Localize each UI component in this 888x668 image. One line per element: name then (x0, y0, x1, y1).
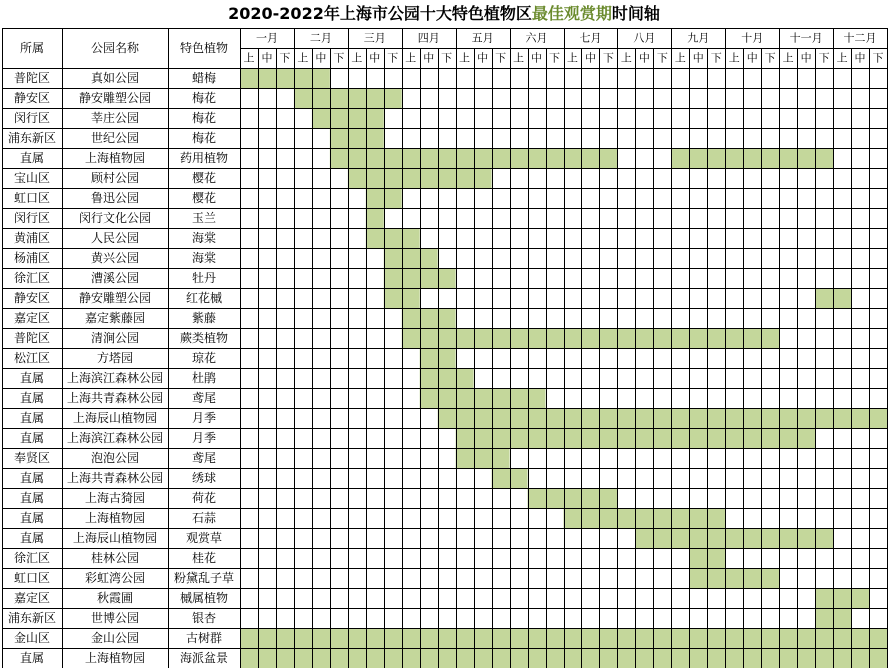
row-park: 鲁迅公园 (90, 191, 140, 205)
header-park: 公园名称 (90, 41, 140, 55)
row-plant: 牡丹 (191, 271, 217, 285)
row-district: 闵行区 (13, 211, 51, 225)
period-bar (420, 368, 474, 388)
month-label: 十一月 (789, 31, 823, 45)
period-label: 中 (746, 51, 758, 65)
row-district: 直属 (19, 411, 45, 425)
period-bar (366, 208, 384, 228)
period-bar (312, 108, 384, 128)
row-district: 虹口区 (13, 571, 51, 585)
period-label: 上 (674, 51, 686, 65)
period-label: 上 (620, 51, 632, 65)
period-bar (384, 248, 438, 268)
period-label: 下 (333, 51, 345, 65)
row-plant: 观赏草 (185, 531, 223, 545)
period-label: 下 (441, 51, 453, 65)
row-plant: 玉兰 (191, 211, 217, 225)
row-park: 秋霞圃 (96, 591, 134, 605)
row-district: 金山区 (13, 631, 51, 645)
period-label: 中 (692, 51, 704, 65)
month-label: 四月 (417, 31, 440, 45)
row-park: 上海滨江森林公园 (66, 431, 164, 445)
period-bar (635, 528, 833, 548)
period-label: 中 (584, 51, 596, 65)
period-bar (240, 648, 887, 668)
row-plant: 粉黛乱子草 (173, 571, 235, 585)
period-label: 下 (764, 51, 776, 65)
row-plant: 银杏 (191, 611, 217, 625)
period-label: 下 (279, 51, 291, 65)
row-park: 世纪公园 (90, 131, 140, 145)
period-label: 中 (369, 51, 381, 65)
period-label: 上 (297, 51, 309, 65)
period-bar (815, 588, 869, 608)
period-bar (456, 448, 510, 468)
row-park: 清涧公园 (90, 331, 140, 345)
row-plant: 桂花 (191, 551, 217, 565)
row-plant: 蜡梅 (191, 71, 217, 85)
row-district: 直属 (19, 471, 45, 485)
period-bar (438, 408, 887, 428)
row-park: 黄兴公园 (90, 251, 140, 265)
period-label: 中 (477, 51, 489, 65)
row-district: 奉贤区 (13, 451, 51, 465)
row-park: 桂林公园 (90, 551, 140, 565)
title-prefix: 2020-2022年上海市公园十大特色植物区 (228, 4, 532, 23)
row-park: 上海共青森林公园 (66, 471, 164, 485)
row-plant: 琼花 (191, 351, 217, 365)
row-plant: 石蒜 (191, 511, 217, 525)
row-park: 静安雕塑公园 (78, 91, 152, 105)
month-label: 十二月 (843, 31, 877, 45)
row-park: 上海植物园 (84, 151, 146, 165)
period-label: 中 (800, 51, 812, 65)
period-label: 上 (566, 51, 578, 65)
row-district: 静安区 (13, 91, 51, 105)
row-district: 闵行区 (13, 111, 51, 125)
row-park: 彩虹湾公园 (84, 571, 146, 585)
row-park: 莘庄公园 (90, 111, 140, 125)
row-park: 上海辰山植物园 (72, 411, 158, 425)
row-park: 真如公园 (90, 71, 140, 85)
period-bar (420, 348, 456, 368)
period-label: 下 (495, 51, 507, 65)
period-label: 下 (656, 51, 668, 65)
row-park: 泡泡公园 (90, 451, 140, 465)
period-label: 下 (387, 51, 399, 65)
row-district: 直属 (19, 151, 45, 165)
row-park: 世博公园 (90, 611, 140, 625)
period-bar (366, 188, 402, 208)
row-park: 闵行文化公园 (78, 211, 152, 225)
row-district: 杨浦区 (13, 251, 51, 265)
period-label: 下 (710, 51, 722, 65)
row-plant: 月季 (191, 431, 217, 445)
month-label: 一月 (255, 31, 278, 45)
row-park: 上海植物园 (84, 511, 146, 525)
period-label: 下 (818, 51, 830, 65)
row-district: 直属 (19, 391, 45, 405)
row-plant: 槭属植物 (179, 591, 229, 605)
row-park: 人民公园 (90, 231, 140, 245)
row-plant: 海棠 (191, 231, 217, 245)
row-district: 静安区 (13, 291, 51, 305)
row-plant: 海棠 (191, 251, 217, 265)
row-park: 金山公园 (90, 631, 140, 645)
period-label: 下 (549, 51, 561, 65)
row-plant: 梅花 (191, 111, 217, 125)
row-plant: 药用植物 (179, 151, 229, 165)
title-suffix: 时间轴 (611, 4, 660, 23)
period-bar (330, 148, 618, 168)
period-bar (402, 308, 456, 328)
period-bar (240, 68, 330, 88)
row-district: 普陀区 (13, 331, 51, 345)
row-plant: 荷花 (191, 491, 217, 505)
period-label: 上 (459, 51, 471, 65)
row-park: 上海辰山植物园 (72, 531, 158, 545)
month-label: 十月 (741, 31, 764, 45)
period-label: 上 (405, 51, 417, 65)
period-label: 上 (728, 51, 740, 65)
row-district: 直属 (19, 491, 45, 505)
title-highlight: 最佳观赏期 (531, 4, 612, 23)
row-district: 浦东新区 (7, 131, 57, 145)
row-district: 直属 (19, 371, 45, 385)
period-bar (384, 268, 456, 288)
period-bar (384, 288, 420, 308)
period-bar (492, 468, 528, 488)
row-district: 嘉定区 (13, 591, 51, 605)
month-label: 二月 (309, 31, 332, 45)
row-plant: 月季 (191, 411, 217, 425)
row-plant: 海派盆景 (179, 651, 229, 665)
row-park: 静安雕塑公园 (78, 291, 152, 305)
period-bar (294, 88, 402, 108)
row-plant: 梅花 (191, 131, 217, 145)
month-label: 六月 (525, 31, 548, 45)
period-label: 上 (782, 51, 794, 65)
period-label: 下 (602, 51, 614, 65)
row-park: 上海植物园 (84, 651, 146, 665)
row-district: 直属 (19, 531, 45, 545)
row-plant: 鸢尾 (191, 451, 217, 465)
month-label: 七月 (579, 31, 602, 45)
month-label: 八月 (633, 31, 656, 45)
row-district: 虹口区 (13, 191, 51, 205)
month-label: 九月 (687, 31, 710, 45)
row-plant: 古树群 (185, 631, 223, 645)
period-label: 上 (513, 51, 525, 65)
period-label: 中 (315, 51, 327, 65)
row-plant: 绣球 (191, 471, 217, 485)
period-label: 上 (836, 51, 848, 65)
period-bar (564, 508, 726, 528)
period-label: 上 (243, 51, 255, 65)
row-plant: 杜鹃 (191, 371, 217, 385)
row-district: 松江区 (13, 351, 51, 365)
period-bar (528, 488, 618, 508)
row-district: 浦东新区 (7, 611, 57, 625)
row-plant: 樱花 (191, 191, 217, 205)
period-label: 中 (638, 51, 650, 65)
row-plant: 梅花 (191, 91, 217, 105)
row-plant: 红花槭 (185, 291, 223, 305)
row-district: 黄浦区 (13, 231, 51, 245)
row-park: 上海共青森林公园 (66, 391, 164, 405)
period-label: 中 (531, 51, 543, 65)
period-bar (330, 128, 384, 148)
row-district: 徐汇区 (13, 551, 51, 565)
row-park: 方塔园 (96, 351, 134, 365)
month-label: 五月 (471, 31, 494, 45)
row-district: 直属 (19, 651, 45, 665)
period-label: 中 (854, 51, 866, 65)
period-bar (348, 168, 492, 188)
header-district: 所属 (19, 41, 45, 55)
row-district: 徐汇区 (13, 271, 51, 285)
period-label: 中 (261, 51, 273, 65)
row-park: 上海滨江森林公园 (66, 371, 164, 385)
period-label: 中 (423, 51, 435, 65)
row-district: 宝山区 (13, 171, 51, 185)
period-bar (671, 148, 833, 168)
period-label: 下 (872, 51, 884, 65)
month-label: 三月 (363, 31, 386, 45)
row-district: 嘉定区 (13, 311, 51, 325)
period-bar (689, 568, 779, 588)
row-district: 直属 (19, 431, 45, 445)
header-plant: 特色植物 (179, 41, 229, 55)
row-plant: 紫藤 (191, 311, 217, 325)
row-plant: 樱花 (191, 171, 217, 185)
row-plant: 鸢尾 (191, 391, 217, 405)
row-district: 直属 (19, 511, 45, 525)
period-bar (402, 328, 779, 348)
period-bar (240, 628, 887, 648)
period-label: 上 (351, 51, 363, 65)
period-bar (366, 228, 420, 248)
row-park: 漕溪公园 (90, 271, 140, 285)
row-plant: 蕨类植物 (179, 331, 229, 345)
row-district: 普陀区 (13, 71, 51, 85)
row-park: 嘉定紫藤园 (84, 311, 146, 325)
row-park: 上海古猗园 (84, 491, 146, 505)
row-park: 顾村公园 (90, 171, 140, 185)
